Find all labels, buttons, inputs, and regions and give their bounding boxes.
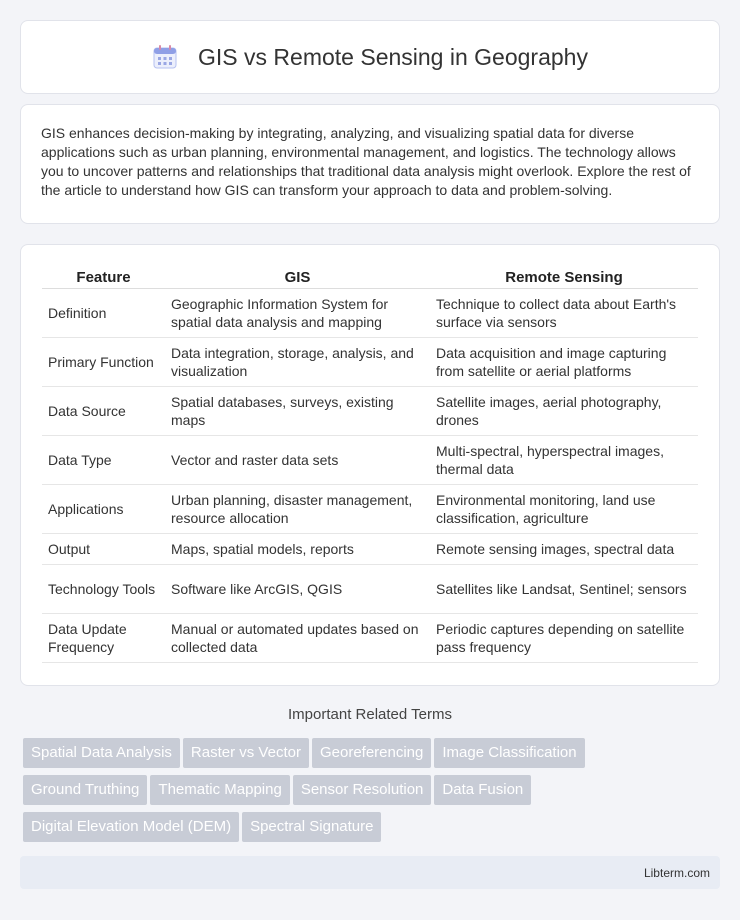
intro-card [20,104,720,224]
term-tag[interactable]: Spatial Data Analysis [23,738,180,768]
term-tag[interactable]: Raster vs Vector [183,738,309,768]
row-gis: Manual or automated updates based on collected data [165,614,430,663]
row-remote-sensing: Satellite images, aerial photography, drones [430,387,698,436]
table-row [42,338,698,387]
row-feature: Applications [42,485,165,534]
term-tag[interactable]: Data Fusion [434,775,531,805]
related-terms-list [23,738,723,849]
row-feature: Output [42,534,165,565]
term-tag[interactable]: Spectral Signature [242,812,381,842]
header-gis: GIS [165,265,430,289]
row-feature: Data Update Frequency [42,614,165,663]
row-gis: Data integration, storage, analysis, and visualization [165,338,430,387]
comparison-table-card [20,244,720,686]
term-tag[interactable]: Thematic Mapping [150,775,289,805]
row-remote-sensing: Multi-spectral, hyperspectral images, thermal data [430,436,698,485]
row-remote-sensing: Technique to collect data about Earth's surface via sensors [430,289,698,338]
row-gis: Spatial databases, surveys, existing maps [165,387,430,436]
table-row [42,614,698,663]
row-remote-sensing: Periodic captures depending on satellite pass frequency [430,614,698,663]
calendar-icon [152,44,178,70]
row-feature: Primary Function [42,338,165,387]
row-feature: Definition [42,289,165,338]
header-remote-sensing: Remote Sensing [430,265,698,289]
term-tag[interactable]: Digital Elevation Model (DEM) [23,812,239,842]
table-row [42,387,698,436]
row-feature: Data Source [42,387,165,436]
row-gis: Geographic Information System for spatial data analysis and mapping [165,289,430,338]
row-remote-sensing: Data acquisition and image capturing from satellite or aerial platforms [430,338,698,387]
row-gis: Urban planning, disaster management, resource allocation [165,485,430,534]
row-gis: Vector and raster data sets [165,436,430,485]
row-remote-sensing: Remote sensing images, spectral data [430,534,698,565]
term-tag[interactable]: Georeferencing [312,738,431,768]
term-tag[interactable]: Ground Truthing [23,775,147,805]
page-title: GIS vs Remote Sensing in Geography [198,43,588,70]
table-row [42,565,698,614]
table-row [42,534,698,565]
row-remote-sensing: Environmental monitoring, land use classification, agriculture [430,485,698,534]
row-feature: Data Type [42,436,165,485]
table-row [42,485,698,534]
row-remote-sensing: Satellites like Landsat, Sentinel; sensors [430,565,698,614]
header-feature: Feature [42,265,165,289]
row-gis: Maps, spatial models, reports [165,534,430,565]
term-tag[interactable]: Image Classification [434,738,584,768]
row-feature: Technology Tools [42,565,165,614]
table-row [42,289,698,338]
term-tag[interactable]: Sensor Resolution [293,775,432,805]
footer [20,856,720,889]
row-gis: Software like ArcGIS, QGIS [165,565,430,614]
footer-site-link[interactable]: Libterm.com [643,866,710,880]
intro-text: GIS enhances decision-making by integrating, analyzing, and visualizing spatial data for diverse applications such as urban planning, environmental management, and logistics. The technology allows you to uncover patterns and relationships that traditional data analysis might overlook. Explore the rest of the article to understand how GIS can transform your approach to data and problem-solving. [41,125,691,198]
table-row [42,436,698,485]
related-terms-title: Important Related Terms [288,706,452,723]
title-card [20,20,720,94]
comparison-table [42,265,698,663]
